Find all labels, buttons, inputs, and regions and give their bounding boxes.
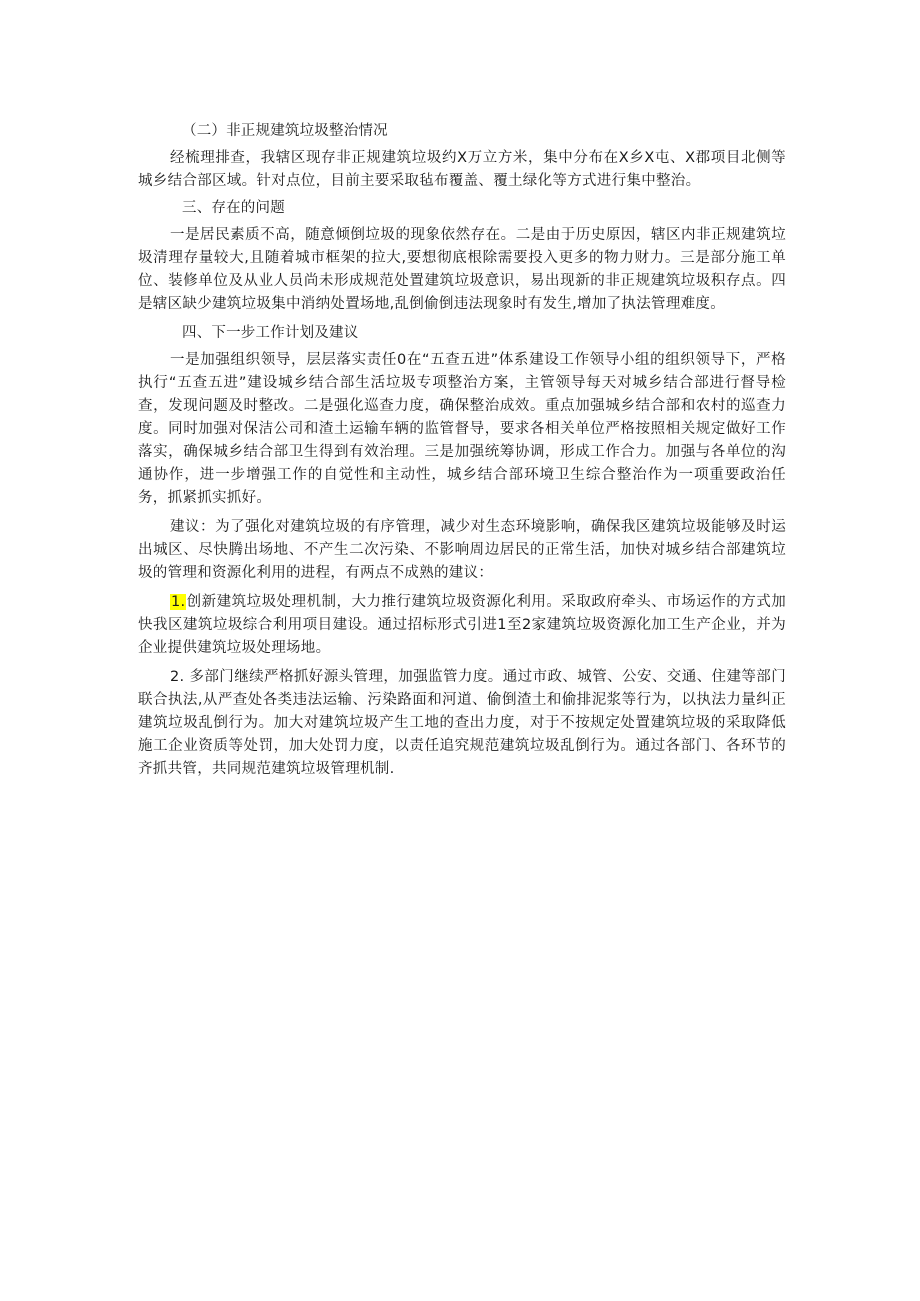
section-body-non-formal-waste: 经梳理排查，我辖区现存非正规建筑垃圾约X万立方米，集中分布在X乡X屯、X郡项目北侧等城乡结合部区域。针对点位，目前主要采取毡布覆盖、覆土绿化等方式进行集中整治。 (138, 150, 786, 189)
suggestion-paragraph: 建议：为了强化对建筑垃圾的有序管理，减少对生态环境影响，确保我区建筑垃圾能够及时运出城区、尽快腾出场地、不产生二次污染、不影响周边居民的正常生活，加快对城乡结合部建筑垃圾的管理和资源化利用的进程，有两点不成熟的建议： (138, 519, 786, 581)
section-body-next-plan: 一是加强组织领导，层层落实责任0在“五查五进”体系建设工作领导小组的组织领导下，严格执行“五查五进”建设城乡结合部生活垃圾专项整治方案，主管领导每天对城乡结合部进行督导检查，发现问题及时整改。二是强化巡查力度，确保整治成效。重点加强城乡结合部和农村的巡查力度。同时加强对保洁公司和渣土运输车辆的监管督导，要求各相关单位严格按照相关规定做好工作落实，确保城乡结合部卫生得到有效治理。三是加强统筹协调，形成工作合力。加强与各单位的沟通协作，进一步增强工作的自觉性和主动性，城乡结合部环境卫生综合整治作为一项重要政治任务，抓紧抓实抓好。 (138, 352, 786, 506)
suggestion-item-1 (138, 591, 786, 660)
suggestion-item-2: 2. 多部门继续严格抓好源头管理，加强监管力度。通过市政、城管、公安、交通、住建等部门联合执法,从严查处各类违法运输、污染路面和河道、偷倒渣土和偷排泥浆等行为，以执法力量纠正建筑垃圾乱倒行为。加大对建筑垃圾产生工地的查出力度，对于不按规定处置建筑垃圾的采取降低施工企业资质等处罚，加大处罚力度，以责任追究规范建筑垃圾乱倒行为。通过各部门、各环节的齐抓共管，共同规范建筑垃圾管理机制. (138, 669, 786, 777)
highlighted-item-number: 1. (171, 594, 186, 610)
section-heading-next-plan: 四、下一步工作计划及建议 (182, 325, 359, 341)
section-heading-problems: 三、存在的问题 (182, 200, 285, 216)
section-body-problems: 一是居民素质不高，随意倾倒垃圾的现象依然存在。二是由于历史原因，辖区内非正规建筑垃圾清理存量较大,且随着城市框架的拉大,要想彻底根除需要投入更多的物力财力。三是部分施工单位、装修单位及从业人员尚未形成规范处置建筑垃圾意识，易出现新的非正规建筑垃圾积存点。四是辖区缺少建筑垃圾集中消纳处置场地,乱倒偷倒违法现象时有发生,增加了执法管理难度。 (138, 227, 786, 312)
suggestion-item-1-text: 创新建筑垃圾处理机制，大力推行建筑垃圾资源化利用。采取政府牵头、市场运作的方式加快我区建筑垃圾综合利用项目建设。通过招标形式引进1至2家建筑垃圾资源化加工生产企业，并为企业提供建筑垃圾处理场地。 (138, 594, 786, 656)
document-content (138, 120, 786, 781)
section-heading-non-formal-waste: （二）非正规建筑垃圾整治情况 (182, 123, 388, 139)
